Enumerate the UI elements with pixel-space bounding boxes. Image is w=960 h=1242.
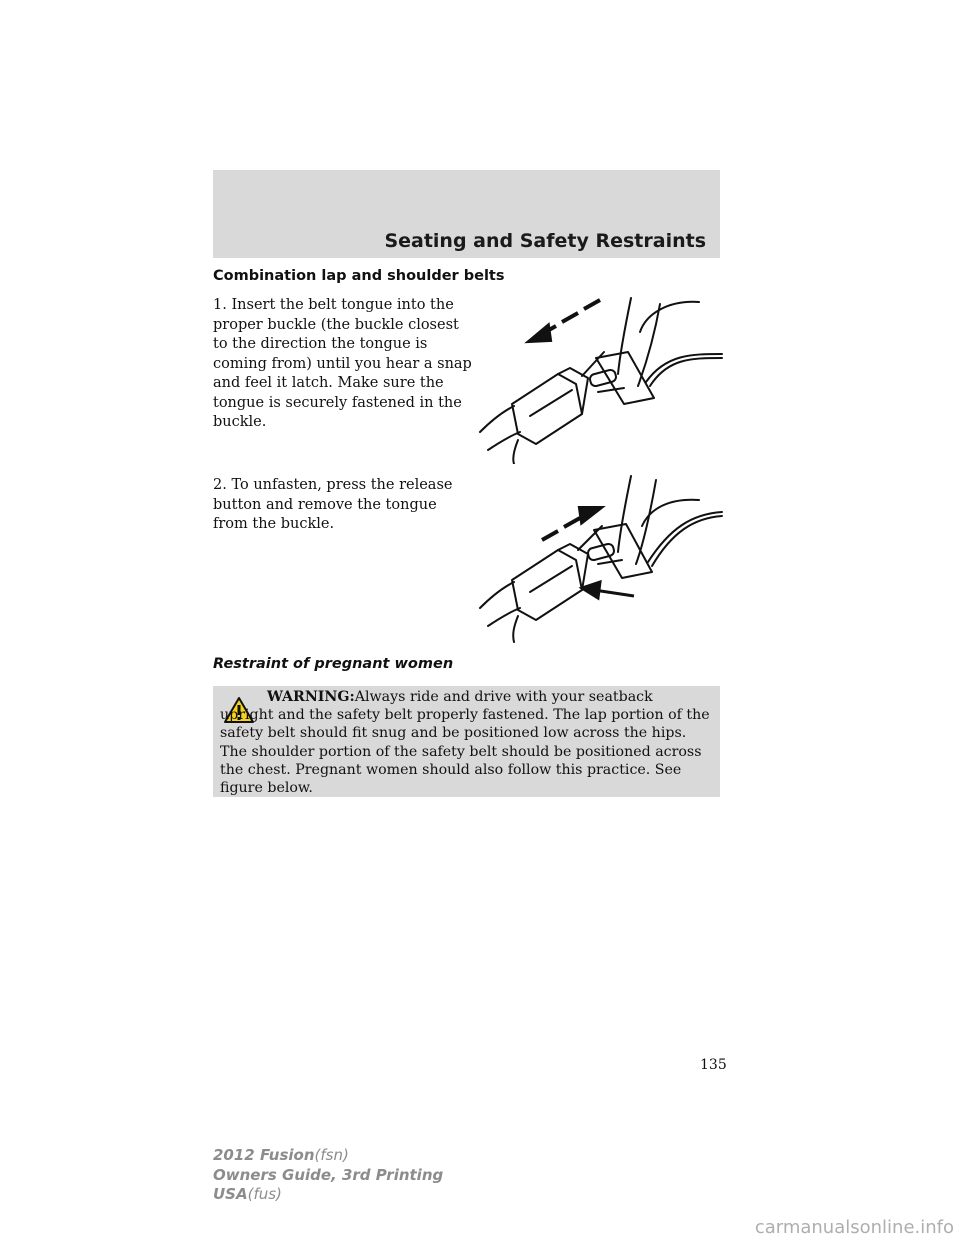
- page-number: 135: [700, 1057, 727, 1073]
- subsection-title: Restraint of pregnant women: [213, 656, 454, 672]
- belt-release-illustration: [478, 472, 728, 644]
- watermark: carmanualsonline.info: [754, 1217, 954, 1238]
- warning-label: WARNING:: [267, 689, 355, 705]
- warning-text: [220, 688, 710, 797]
- warning-body: Always ride and drive with your seatback upright and the safety belt properly fastened. The lap portion of the safety belt should fit snug and be positioned low across the hips. The shoulder portion of the safety belt should be positioned across the chest. Pregnant women should also follow this practice. See figure below.: [220, 689, 710, 797]
- warning-box: [213, 686, 720, 797]
- footer-edition-info: [213, 1146, 443, 1205]
- footer-model-code: (fsn): [314, 1146, 349, 1164]
- footer-model: 2012 Fusion: [213, 1146, 315, 1164]
- belt-insert-illustration: [478, 292, 728, 464]
- footer-market-code: (fus): [247, 1185, 282, 1203]
- section-header-band: [213, 170, 720, 258]
- section-header-title: Seating and Safety Restraints: [384, 230, 706, 252]
- footer-market: USA: [213, 1185, 248, 1203]
- step-2-text: 2. To unfasten, press the release button and remove the tongue from the buckle.: [213, 477, 453, 532]
- footer-guide: Owners Guide, 3rd Printing: [213, 1165, 444, 1184]
- step-1-text: 1. Insert the belt tongue into the proper buckle (the buckle closest to the direction the tongue is coming from) until you hear a snap and feel it latch. Make sure the tongue is securely fastened in the buckle.: [213, 297, 472, 430]
- section-title: Combination lap and shoulder belts: [213, 268, 505, 284]
